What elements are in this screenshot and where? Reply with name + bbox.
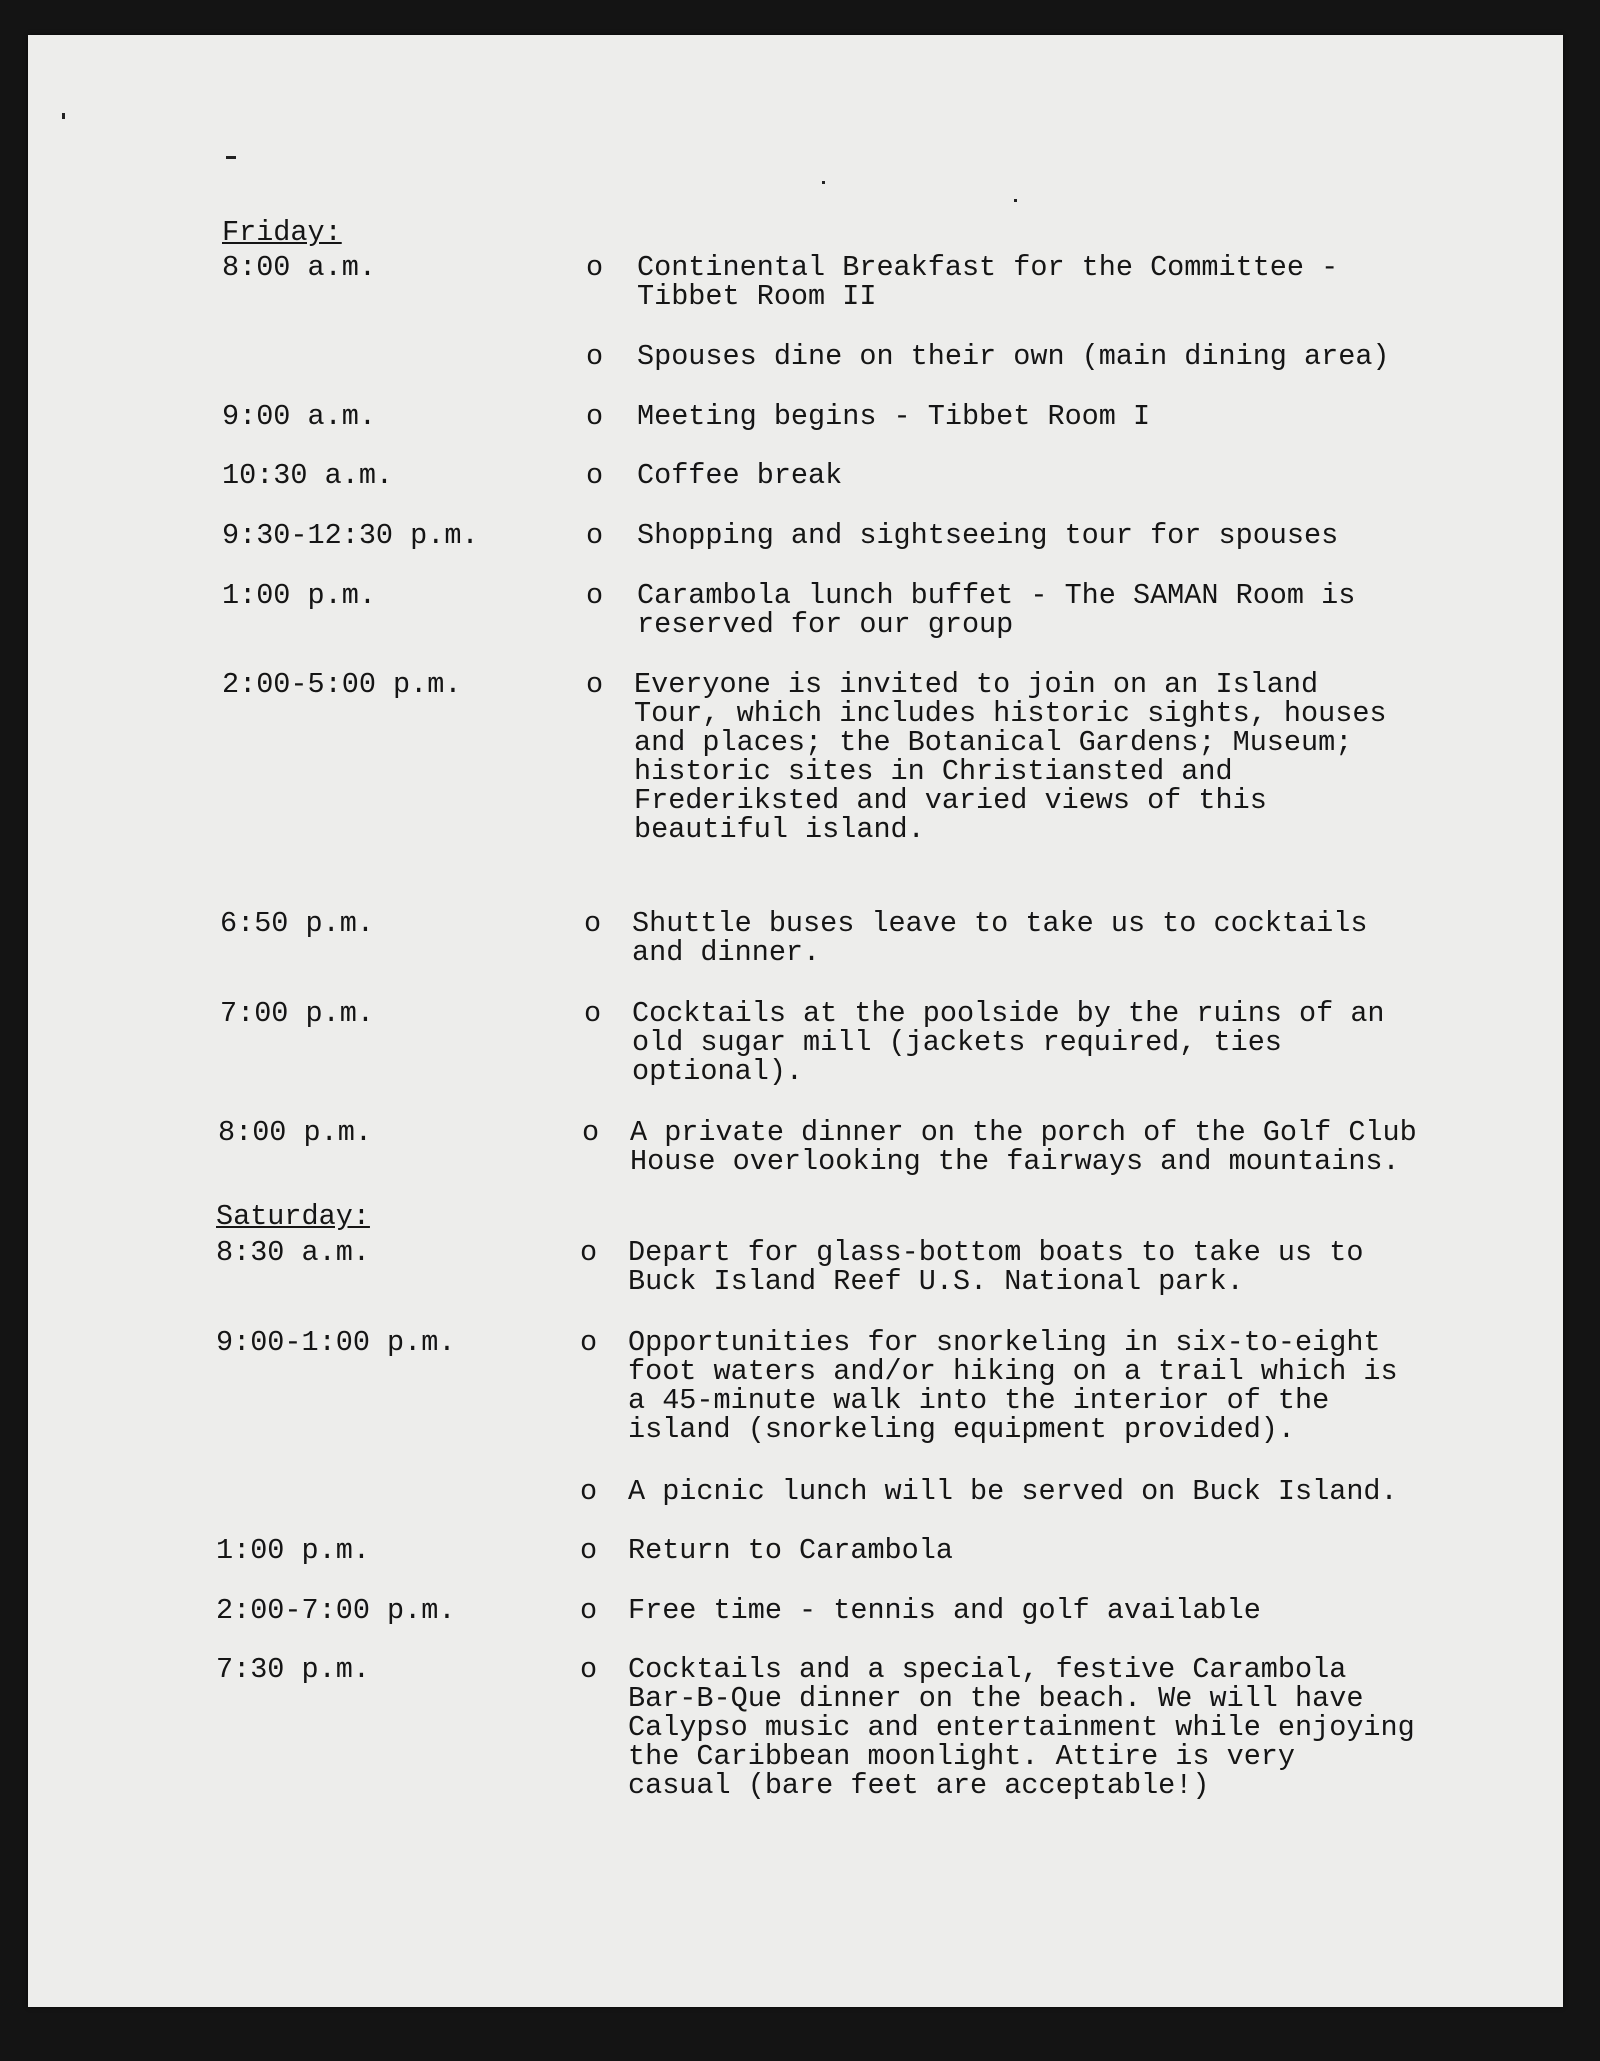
entry-description: Coffee break xyxy=(637,459,843,492)
entry-description: Free time - tennis and golf available xyxy=(628,1594,1261,1627)
bullet-icon: o xyxy=(586,251,604,284)
entry-time: 8:00 a.m. xyxy=(222,251,376,284)
entry-description: Spouses dine on their own (main dining area) xyxy=(637,340,1390,373)
entry-time: 1:00 p.m. xyxy=(216,1534,370,1567)
entry-description: Shopping and sightseeing tour for spouses xyxy=(637,519,1339,552)
entry-description: Continental Breakfast for the Committee - Tibbet Room II xyxy=(637,251,1339,313)
day-heading: Friday: xyxy=(222,216,342,249)
entry-time: 9:00 a.m. xyxy=(222,400,376,433)
bullet-icon: o xyxy=(584,997,602,1030)
entry-time: 8:00 p.m. xyxy=(218,1116,372,1149)
bullet-icon: o xyxy=(582,1116,600,1149)
entry-description: A picnic lunch will be served on Buck Island. xyxy=(628,1475,1398,1508)
bullet-icon: o xyxy=(580,1653,598,1686)
bullet-icon: o xyxy=(580,1236,598,1269)
entry-description: Cocktails and a special, festive Carambola Bar-B-Que dinner on the beach. We will have Calypso music and entertainment while enjoying the Caribbean moonlight. Attire is very casual (bare feet are acceptable!) xyxy=(628,1653,1415,1802)
document-page xyxy=(28,35,1563,2007)
bullet-icon: o xyxy=(580,1326,598,1359)
bullet-icon: o xyxy=(580,1594,598,1627)
bullet-icon: o xyxy=(586,668,604,701)
entry-description: Depart for glass-bottom boats to take us to Buck Island Reef U.S. National park. xyxy=(628,1236,1364,1298)
bullet-icon: o xyxy=(586,400,604,433)
entry-time: 2:00-5:00 p.m. xyxy=(222,668,462,701)
entry-time: 9:00-1:00 p.m. xyxy=(216,1326,456,1359)
bullet-icon: o xyxy=(580,1475,598,1508)
bullet-icon: o xyxy=(580,1534,598,1567)
bullet-icon: o xyxy=(586,340,604,373)
entry-description: Everyone is invited to join on an Island Tour, which includes historic sights, houses and places; the Botanical Gardens; Museum; historic sites in Christiansted and Frederiksted and varied views of this beautiful island. xyxy=(634,668,1387,846)
entry-time: 1:00 p.m. xyxy=(222,579,376,612)
entry-time: 2:00-7:00 p.m. xyxy=(216,1594,456,1627)
day-heading: Saturday: xyxy=(216,1200,370,1233)
bullet-icon: o xyxy=(586,519,604,552)
entry-time: 7:00 p.m. xyxy=(220,997,374,1030)
schedule xyxy=(28,35,1563,2007)
entry-description: Cocktails at the poolside by the ruins of an old sugar mill (jackets required, ties optional). xyxy=(632,997,1385,1088)
entry-time: 10:30 a.m. xyxy=(222,459,394,492)
bullet-icon: o xyxy=(584,907,602,940)
entry-description: Meeting begins - Tibbet Room I xyxy=(637,400,1151,433)
bullet-icon: o xyxy=(586,459,604,492)
entry-time: 6:50 p.m. xyxy=(220,907,374,940)
entry-description: Opportunities for snorkeling in six-to-eight foot waters and/or hiking on a trail which is a 45-minute walk into the interior of the island (snorkeling equipment provided). xyxy=(628,1326,1398,1446)
entry-time: 9:30-12:30 p.m. xyxy=(222,519,479,552)
entry-time: 7:30 p.m. xyxy=(216,1653,370,1686)
entry-time: 8:30 a.m. xyxy=(216,1236,370,1269)
bullet-icon: o xyxy=(586,579,604,612)
entry-description: Carambola lunch buffet - The SAMAN Room is reserved for our group xyxy=(637,579,1356,641)
entry-description: Return to Carambola xyxy=(628,1534,953,1567)
entry-description: A private dinner on the porch of the Golf Club House overlooking the fairways and mountains. xyxy=(630,1116,1417,1178)
entry-description: Shuttle buses leave to take us to cocktails and dinner. xyxy=(632,907,1368,969)
